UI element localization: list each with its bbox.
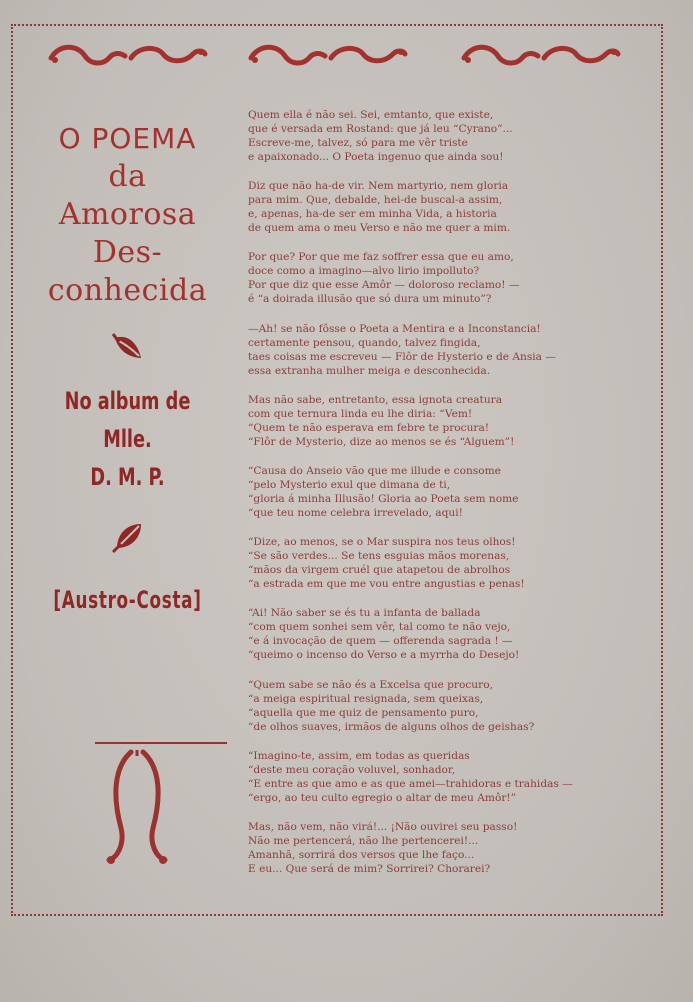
poem-line: “Flôr de Mysterio, dize ao menos se és “Alguem”!: [248, 435, 515, 448]
poem-line: “que teu nome celebra irrevelado, aqui!: [248, 506, 463, 519]
poem-stanza: [248, 535, 648, 591]
poem-line: Mas não sabe, entretanto, essa ignota creatura: [248, 393, 503, 406]
lyre-ornament-icon: [105, 748, 169, 874]
author-name: [Austro-Costa]: [53, 586, 202, 614]
poem-line: para mim. Que, debalde, hei-de buscal-a assim,: [248, 194, 503, 207]
poem-stanza: [248, 749, 648, 805]
swirl-ornament-left: [45, 38, 210, 72]
poem-stanza: [248, 464, 648, 520]
poem-line: —Ah! se não fôsse o Poeta a Mentira e a Inconstancia!: [248, 322, 541, 335]
title-line: da: [108, 159, 147, 194]
poem-line: e, apenas, ha-de ser em minha Vida, a historia: [248, 208, 497, 221]
poem-line: Não me pertencerá, não lhe pertencerei!...: [248, 834, 479, 847]
title-line: Des-: [92, 235, 163, 270]
poem-line: Por que diz que esse Amôr — doloroso reclamo! —: [248, 279, 520, 292]
poem-line: “a meiga espiritual resignada, sem queixas,: [248, 692, 484, 705]
poem-line: E eu... Que será de mim? Sorrirei? Chorarei?: [248, 862, 491, 875]
title-line: O POEMA: [58, 122, 197, 155]
poem-stanza: [248, 250, 648, 306]
poem-line: “Dize, ao menos, se o Mar suspira nos teus olhos!: [248, 536, 516, 549]
poem-line: “queimo o incenso do Verso e a myrrha do Desejo!: [248, 649, 520, 662]
poem-line: e apaixonado... O Poeta ingenuo que ainda sou!: [248, 151, 504, 163]
leaf-ornament-icon: [20, 520, 235, 564]
poem-line: é “a doirada illusão que só dura um minuto”?: [248, 293, 492, 306]
poem-line: Quem ella é não sei. Sei, emtanto, que existe,: [248, 109, 494, 121]
poem-line: “Quem sabe se não és a Excelsa que procuro,: [248, 678, 493, 691]
poem-line: com que ternura linda eu lhe diria: “Vem!: [248, 407, 473, 420]
poem-stanza: [248, 820, 648, 876]
poem-line: certamente pensou, quando, talvez fingida,: [248, 336, 481, 349]
poem-title: [20, 120, 235, 310]
poem-line: Amanhã, sorrirá dos versos que lhe faço...: [248, 848, 475, 861]
poem-line: “pelo Mysterio exul que dimana de ti,: [248, 478, 451, 491]
poem-stanza: [248, 179, 648, 235]
poem-line: Mas, não vem, não virá!... ¡Não ouvirei seu passo!: [248, 820, 518, 833]
poem-line: taes coisas me escreveu — Flôr de Hysterio e de Ansia —: [248, 350, 556, 363]
poem-line: “e á invocação de quem — offerenda sagrada ! —: [248, 635, 513, 648]
poem-line: Escreve-me, talvez, só para me vêr triste: [248, 137, 468, 149]
leaf-ornament-icon: [20, 330, 235, 372]
poem-stanza: [248, 393, 648, 449]
poem-line: essa extranha mulher meiga e desconhecida.: [248, 364, 491, 377]
dedication-line: No album de: [64, 387, 191, 415]
swirl-ornament-center: [245, 38, 410, 72]
title-line: conhecida: [47, 273, 208, 308]
poem-line: “aquella que me quiz de pensamento puro,: [248, 706, 479, 719]
poem-line: doce como a imagino—alvo lirio impolluto?: [248, 265, 480, 278]
poem-line: Por que? Por que me faz soffrer essa que eu amo,: [248, 251, 514, 264]
poem-stanza: [248, 606, 648, 662]
poem-body: [248, 108, 648, 891]
dedication-line: D. M. P.: [90, 463, 165, 491]
poem-stanza: [248, 108, 648, 164]
poem-line: “Imagino-te, assim, em todas as queridas: [248, 749, 470, 762]
poem-line: “E entre as que amo e as que amei—trahidoras e trahidas —: [248, 777, 573, 790]
poem-line: “deste meu coração voluvel, sonhador,: [248, 763, 456, 776]
poem-line: “Ai! Não saber se és tu a infanta de ballada: [248, 607, 481, 620]
poem-line: “a estrada em que me vou entre angustias e penas!: [248, 578, 525, 591]
poem-line: “Causa do Anseio vão que me illude e consome: [248, 464, 501, 477]
poem-line: “Quem te não esperava em febre te procura!: [248, 421, 490, 434]
divider-line: [95, 742, 227, 744]
poem-line: “ergo, ao teu culto egregio o altar de meu Amôr!”: [248, 791, 517, 804]
poem-stanza: [248, 678, 648, 734]
poem-line: “mãos da virgem cruél que atapetou de abrolhos: [248, 564, 511, 577]
poem-line: “gloria á minha Illusão! Gloria ao Poeta sem nome: [248, 492, 519, 505]
poem-line: “de olhos suaves, irmãos de alguns olhos de geishas?: [248, 720, 535, 733]
swirl-ornament-right: [458, 38, 623, 72]
poem-stanza: [248, 322, 648, 378]
poem-line: Diz que não ha-de vir. Nem martyrio, nem gloria: [248, 180, 509, 193]
title-line: Amorosa: [58, 197, 197, 232]
dedication-line: Mlle.: [103, 425, 152, 453]
left-title-column: [20, 120, 235, 614]
dedication: [20, 382, 235, 496]
poem-line: “Se são verdes... Se tens esguias mãos morenas,: [248, 550, 510, 563]
poem-line: de quem ama o meu Verso e não me quer a mim.: [248, 222, 511, 235]
poem-line: “com quem sonhei sem vêr, tal como te não vejo,: [248, 621, 511, 634]
poem-line: que é versada em Rostand: que já leu “Cyrano”...: [248, 123, 513, 135]
